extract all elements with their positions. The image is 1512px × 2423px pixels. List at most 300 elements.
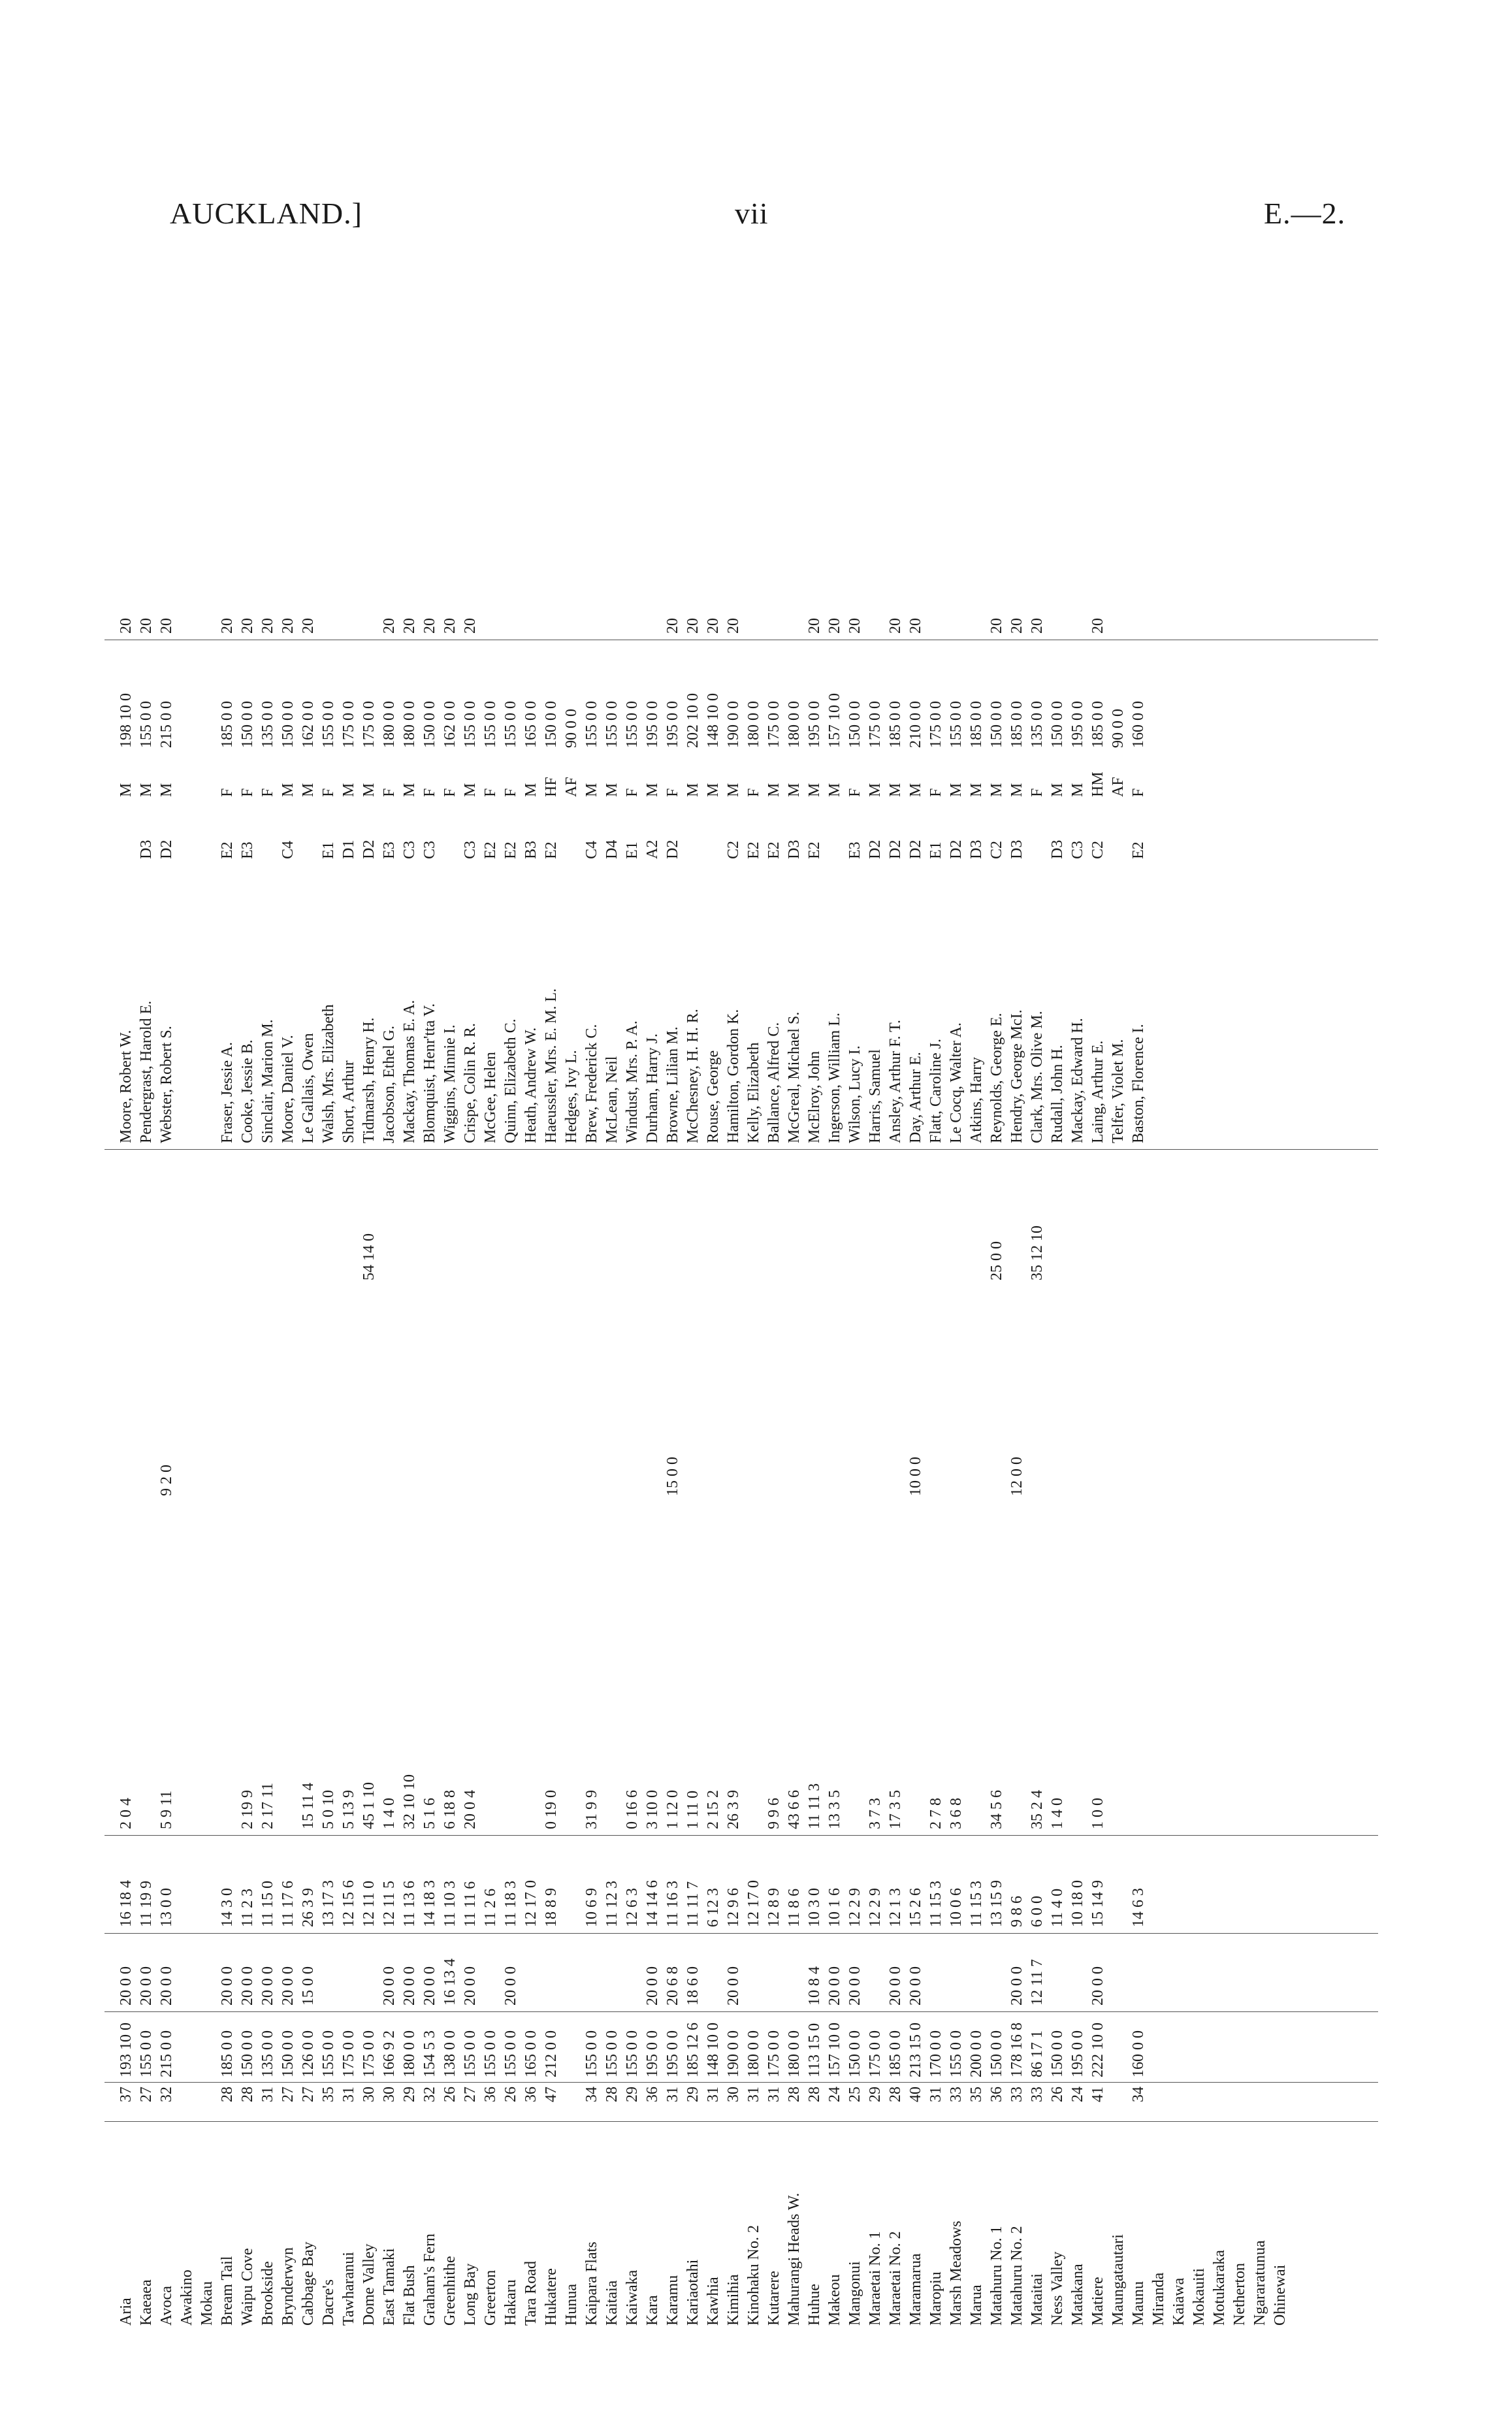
cell-sal: 193 10 0: [118, 2023, 135, 2077]
cell-school: Ohinewai: [1272, 2264, 1289, 2326]
cell-sal: 185 0 0: [219, 2030, 236, 2077]
cell-name: Quinn, Elizabeth C.: [502, 1018, 519, 1143]
cell-ch: 45 1 10: [361, 1782, 378, 1829]
cell-hr: 20 0 0: [118, 1966, 135, 2006]
cell-fb: 20: [846, 618, 863, 634]
cell-ave: 36: [644, 2087, 661, 2102]
table-row: [361, 39, 378, 2326]
cell-name: Rudall, John H.: [1049, 1045, 1066, 1143]
cell-as: 155 0 0: [603, 701, 620, 748]
cell-name: McElroy, John: [806, 1050, 823, 1143]
cell-sal: 215 0 0: [158, 2030, 175, 2077]
cell-sex: F: [421, 788, 438, 797]
cell-sal: 222 10 0: [1089, 2023, 1106, 2077]
cell-name: Crispe, Colin R. R.: [462, 1022, 479, 1143]
table-row: [340, 39, 358, 2326]
cell-sex: M: [948, 783, 965, 797]
cell-ca: 12 2 9: [846, 1888, 863, 1927]
cell-ave: 28: [806, 2087, 823, 2102]
cell-sal: 175 0 0: [765, 2030, 782, 2077]
cell-as: 175 0 0: [361, 701, 378, 748]
cell-ca: 14 18 3: [421, 1880, 438, 1927]
cell-name: Ingerson, William L.: [826, 1013, 843, 1143]
cell-sex: F: [219, 788, 236, 797]
cell-cls: D2: [887, 839, 904, 859]
cell-ave: 30: [381, 2087, 398, 2102]
cell-school: Marsh Meadows: [948, 2220, 965, 2326]
table-row: [644, 39, 662, 2326]
cell-ca: 10 0 6: [948, 1888, 965, 1927]
cell-cls: D2: [907, 839, 924, 859]
cell-ch: 2 19 9: [239, 1790, 256, 1829]
cell-hr: 20 6 8: [664, 1966, 681, 2006]
cell-school: Graham's Fern: [421, 2234, 438, 2326]
cell-oth: 35 12 10: [1029, 1226, 1046, 1280]
cell-school: Maunu: [1130, 2281, 1147, 2326]
cell-school: Ness Valley: [1049, 2251, 1066, 2326]
cell-school: Mangonui: [846, 2261, 863, 2326]
cell-ave: 35: [968, 2087, 985, 2102]
cell-sex: M: [138, 783, 155, 797]
cell-hr: 10 8 4: [806, 1966, 823, 2006]
cell-ca: 10 18 0: [1069, 1880, 1086, 1927]
cell-as: 157 10 0: [826, 693, 843, 748]
cell-cls: C2: [988, 840, 1005, 859]
cell-sal: 175 0 0: [867, 2030, 884, 2077]
cell-sex: M: [968, 783, 985, 797]
cell-sex: F: [259, 788, 276, 797]
cell-ca: 11 10 3: [442, 1880, 458, 1927]
cell-tot: 12 0 0: [1008, 1457, 1025, 1496]
cell-cls: E1: [624, 841, 641, 859]
cell-as: 202 10 0: [684, 693, 701, 748]
cell-as: 195 0 0: [1069, 701, 1086, 748]
cell-ave: 28: [603, 2087, 620, 2102]
cell-ave: 24: [1069, 2087, 1086, 2102]
table-row: [563, 39, 581, 2326]
cell-ca: 11 13 6: [401, 1880, 418, 1927]
cell-hr: 20 0 0: [846, 1966, 863, 2006]
cell-sal: 170 0 0: [927, 2030, 944, 2077]
table-row: [968, 39, 986, 2326]
cell-sex: F: [1130, 788, 1147, 797]
cell-as: 180 0 0: [401, 701, 418, 748]
cell-sal: 195 0 0: [644, 2030, 661, 2077]
cell-ave: 47: [543, 2087, 560, 2102]
cell-name: Hendry, George McI.: [1008, 1009, 1025, 1143]
cell-as: 150 0 0: [1049, 701, 1066, 748]
cell-school: Dacre's: [320, 2279, 337, 2326]
cell-as: 165 0 0: [523, 701, 539, 748]
cell-school: Kaeaea: [138, 2279, 155, 2326]
cell-ca: 11 8 6: [786, 1888, 803, 1927]
cell-name: Kelly, Elizabeth: [745, 1042, 762, 1143]
cell-school: Kariaotahi: [684, 2259, 701, 2326]
cell-cls: E3: [239, 841, 256, 859]
cell-sal: 155 0 0: [502, 2030, 519, 2077]
cell-sal: 113 15 0: [806, 2023, 823, 2077]
cell-sal: 178 16 8: [1008, 2023, 1025, 2077]
table-row: [907, 39, 925, 2326]
cell-sex: M: [988, 783, 1005, 797]
table-row: [1029, 39, 1046, 2326]
table-row: [219, 39, 236, 2326]
cell-fb: 20: [259, 618, 276, 634]
cell-sex: AF: [1110, 777, 1127, 797]
cell-as: 195 0 0: [644, 701, 661, 748]
cell-as: 185 0 0: [968, 701, 985, 748]
cell-as: 180 0 0: [381, 701, 398, 748]
cell-ch: 11 11 3: [806, 1783, 823, 1829]
cell-sal: 155 0 0: [138, 2030, 155, 2077]
cell-cls: D3: [1008, 839, 1025, 859]
cell-cls: C3: [462, 840, 479, 859]
cell-cls: C3: [1069, 840, 1086, 859]
cell-as: 155 0 0: [462, 701, 479, 748]
cell-fb: 20: [705, 618, 722, 634]
cell-school: Brookside: [259, 2261, 276, 2326]
cell-sal: 180 0 0: [745, 2030, 762, 2077]
cell-name: McGee, Helen: [482, 1052, 499, 1143]
cell-ave: 28: [239, 2087, 256, 2102]
cell-ch: 13 3 5: [826, 1790, 843, 1829]
cell-name: Hedges, Ivy L.: [563, 1050, 580, 1143]
cell-sex: M: [1049, 783, 1066, 797]
table-row: [927, 39, 945, 2326]
cell-hr: 20 0 0: [1089, 1966, 1106, 2006]
cell-fb: 20: [1008, 618, 1025, 634]
cell-ave: 31: [259, 2087, 276, 2102]
cell-cls: D3: [138, 839, 155, 859]
cell-cls: D2: [158, 839, 175, 859]
cell-as: 90 0 0: [1110, 709, 1127, 748]
cell-school: Maungatautari: [1110, 2234, 1127, 2326]
cell-fb: 20: [401, 618, 418, 634]
cell-hr: 20 0 0: [259, 1966, 276, 2006]
cell-name: Brew, Frederick C.: [583, 1024, 600, 1143]
cell-sal: 185 0 0: [887, 2030, 904, 2077]
cell-ave: 24: [826, 2087, 843, 2102]
cell-school: Maropiu: [927, 2271, 944, 2326]
cell-sex: M: [1008, 783, 1025, 797]
cell-sal: 160 0 0: [1130, 2030, 1147, 2077]
cell-sal: 150 0 0: [1049, 2030, 1066, 2077]
cell-hr: 20 0 0: [381, 1966, 398, 2006]
cell-sex: M: [887, 783, 904, 797]
cell-school: Tara Road: [523, 2261, 539, 2326]
cell-ca: 15 14 9: [1089, 1880, 1106, 1927]
cell-ch: 2 0 4: [118, 1798, 135, 1829]
cell-fb: 20: [988, 618, 1005, 634]
cell-fb: 20: [442, 618, 458, 634]
cell-cls: C4: [280, 840, 297, 859]
cell-school: Greerton: [482, 2269, 499, 2326]
cell-school: Aria: [118, 2298, 135, 2326]
cell-school: Matiere: [1089, 2277, 1106, 2326]
cell-hr: 20 0 0: [462, 1966, 479, 2006]
cell-ca: 11 15 3: [927, 1880, 944, 1927]
cell-hr: 20 0 0: [502, 1966, 519, 2006]
cell-hr: 20 0 0: [907, 1966, 924, 2006]
cell-school: Hukatere: [543, 2268, 560, 2326]
cell-cls: C4: [583, 840, 600, 859]
cell-ca: 14 14 6: [644, 1880, 661, 1927]
cell-name: Harris, Samuel: [867, 1049, 884, 1143]
cell-fb: 20: [462, 618, 479, 634]
cell-ch: 15 11 4: [300, 1782, 317, 1829]
cell-cls: D3: [968, 839, 985, 859]
cell-name: Fraser, Jessie A.: [219, 1041, 236, 1143]
cell-as: 155 0 0: [138, 701, 155, 748]
cell-hr: 15 0 0: [300, 1966, 317, 2006]
cell-sex: F: [239, 788, 256, 797]
table-row: [1110, 39, 1127, 2326]
table-row: [178, 39, 196, 2326]
cell-cls: D4: [603, 839, 620, 859]
table-row: [462, 39, 479, 2326]
cell-school: Kinohaku No. 2: [745, 2225, 762, 2326]
cell-as: 185 0 0: [1008, 701, 1025, 748]
cell-as: 155 0 0: [948, 701, 965, 748]
cell-school: Kaiawa: [1170, 2277, 1187, 2326]
table-row: [705, 39, 722, 2326]
cell-cls: D2: [361, 839, 378, 859]
cell-sal: 155 0 0: [462, 2030, 479, 2077]
cell-name: Rouse, George: [705, 1050, 722, 1143]
cell-name: Webster, Robert S.: [158, 1026, 175, 1143]
cell-cls: E2: [219, 841, 236, 859]
cell-sex: F: [664, 788, 681, 797]
cell-ave: 31: [705, 2087, 722, 2102]
table-row: [118, 39, 135, 2326]
cell-sal: 180 0 0: [786, 2030, 803, 2077]
cell-as: 155 0 0: [624, 701, 641, 748]
page-header-region: AUCKLAND.]: [170, 197, 362, 230]
cell-sal: 200 0 0: [968, 2030, 985, 2077]
cell-ave: 29: [684, 2087, 701, 2102]
cell-school: Netherton: [1231, 2263, 1248, 2326]
cell-as: 185 0 0: [1089, 701, 1106, 748]
cell-sex: M: [462, 783, 479, 797]
cell-name: Laing, Arthur E.: [1089, 1040, 1106, 1143]
cell-as: 210 0 0: [907, 701, 924, 748]
cell-cls: D2: [867, 839, 884, 859]
cell-sex: M: [300, 783, 317, 797]
cell-as: 175 0 0: [867, 701, 884, 748]
cell-as: 155 0 0: [583, 701, 600, 748]
cell-school: Maramarua: [907, 2253, 924, 2326]
cell-school: Mataitai: [1029, 2273, 1046, 2326]
table-row: [1251, 39, 1269, 2326]
table-row: [1211, 39, 1229, 2326]
cell-name: Hamilton, Gordon K.: [725, 1009, 742, 1143]
cell-ca: 11 2 3: [239, 1888, 256, 1927]
table-row: [320, 39, 338, 2326]
cell-school: Mahurangi Heads W.: [786, 2192, 803, 2326]
cell-as: 175 0 0: [765, 701, 782, 748]
cell-sex: M: [401, 783, 418, 797]
cell-fb: 20: [826, 618, 843, 634]
table-row: [603, 39, 621, 2326]
cell-school: Karamu: [664, 2275, 681, 2326]
cell-name: Haeussler, Mrs. E. M. L.: [543, 988, 560, 1143]
cell-fb: 20: [300, 618, 317, 634]
cell-hr: 20 0 0: [158, 1966, 175, 2006]
cell-ave: 33: [1029, 2087, 1046, 2102]
cell-tot: 15 0 0: [664, 1457, 681, 1496]
cell-ave: 36: [482, 2087, 499, 2102]
cell-hr: 20 0 0: [401, 1966, 418, 2006]
cell-sal: 190 0 0: [725, 2030, 742, 2077]
cell-ave: 26: [1049, 2087, 1066, 2102]
cell-sal: 185 12 6: [684, 2023, 701, 2077]
table-row: [765, 39, 783, 2326]
cell-as: 190 0 0: [725, 701, 742, 748]
cell-cls: E2: [1130, 841, 1147, 859]
table-row: [684, 39, 702, 2326]
cell-ch: 3 6 8: [948, 1798, 965, 1829]
cell-fb: 20: [158, 618, 175, 634]
cell-as: 215 0 0: [158, 701, 175, 748]
cell-ca: 13 15 9: [988, 1880, 1005, 1927]
cell-fb: 20: [1029, 618, 1046, 634]
cell-name: Blomquist, Henr'tta V.: [421, 1003, 438, 1143]
cell-name: Flatt, Caroline J.: [927, 1039, 944, 1143]
cell-ca: 11 19 9: [138, 1880, 155, 1927]
cell-ca: 11 4 0: [1049, 1888, 1066, 1927]
table-row: [421, 39, 439, 2326]
cell-school: Bream Tail: [219, 2256, 236, 2326]
cell-oth: 25 0 0: [988, 1241, 1005, 1280]
cell-as: 155 0 0: [502, 701, 519, 748]
cell-fb: 20: [684, 618, 701, 634]
cell-ch: 1 11 0: [684, 1790, 701, 1829]
table-row: [138, 39, 155, 2326]
cell-fb: 20: [664, 618, 681, 634]
cell-ave: 27: [300, 2087, 317, 2102]
cell-ave: 28: [887, 2087, 904, 2102]
table-row: [300, 39, 317, 2326]
cell-sal: 155 0 0: [603, 2030, 620, 2077]
cell-ca: 12 9 6: [725, 1888, 742, 1927]
cell-sex: M: [867, 783, 884, 797]
cell-cls: C2: [725, 840, 742, 859]
cell-ave: 25: [846, 2087, 863, 2102]
cell-cls: E2: [765, 841, 782, 859]
cell-sal: 157 10 0: [826, 2023, 843, 2077]
cell-sex: F: [1029, 788, 1046, 797]
cell-sal: 150 0 0: [846, 2030, 863, 2077]
table-row: [1272, 39, 1289, 2326]
cell-ch: 5 9 11: [158, 1790, 175, 1829]
cell-sal: 155 0 0: [948, 2030, 965, 2077]
cell-name: Ansley, Arthur F. T.: [887, 1020, 904, 1143]
cell-ca: 10 6 9: [583, 1888, 600, 1927]
cell-ave: 36: [988, 2087, 1005, 2102]
cell-school: Kaiwaka: [624, 2269, 641, 2326]
cell-tot: 9 2 0: [158, 1465, 175, 1496]
cell-sal: 126 0 0: [300, 2030, 317, 2077]
cell-name: Mackay, Thomas E. A.: [401, 1000, 418, 1143]
page-number: vii: [735, 197, 769, 230]
table-row: [664, 39, 682, 2326]
cell-ca: 12 11 5: [381, 1880, 398, 1927]
cell-sal: 150 0 0: [988, 2030, 1005, 2077]
cell-ca: 10 1 6: [826, 1888, 843, 1927]
cell-ca: 12 17 0: [523, 1880, 539, 1927]
cell-cls: E3: [381, 841, 398, 859]
cell-as: 180 0 0: [745, 701, 762, 748]
cell-school: Brynderwyn: [280, 2247, 297, 2326]
table-row: [1191, 39, 1208, 2326]
cell-ave: 40: [907, 2087, 924, 2102]
report-code: E.—2.: [1264, 197, 1346, 230]
cell-cls: E1: [320, 841, 337, 859]
cell-ave: 31: [765, 2087, 782, 2102]
cell-as: 175 0 0: [927, 701, 944, 748]
table-row: [1231, 39, 1249, 2326]
cell-sal: 175 0 0: [361, 2030, 378, 2077]
table-row: [523, 39, 540, 2326]
table-row: [239, 39, 257, 2326]
cell-sal: 135 0 0: [259, 2030, 276, 2077]
cell-ca: 11 18 3: [502, 1880, 519, 1927]
cell-name: Pendergrast, Harold E.: [138, 1000, 155, 1143]
cell-ch: 1 4 0: [381, 1798, 398, 1829]
cell-school: Avoca: [158, 2286, 175, 2326]
cell-name: Mackay, Edward H.: [1069, 1018, 1086, 1143]
cell-sal: 155 0 0: [583, 2030, 600, 2077]
cell-ave: 28: [786, 2087, 803, 2102]
cell-hr: 20 0 0: [219, 1966, 236, 2006]
cell-ca: 12 1 3: [887, 1888, 904, 1927]
cell-sex: F: [320, 788, 337, 797]
cell-ch: 2 15 2: [705, 1790, 722, 1829]
cell-name: Telfer, Violet M.: [1110, 1039, 1127, 1143]
cell-ch: 9 9 6: [765, 1798, 782, 1829]
cell-ca: 12 6 3: [624, 1888, 641, 1927]
cell-school: Ngararatunua: [1251, 2240, 1268, 2326]
cell-cls: D2: [664, 839, 681, 859]
cell-name: Tidmarsh, Henry H.: [361, 1017, 378, 1143]
cell-ca: 18 8 9: [543, 1888, 560, 1927]
table-row: [846, 39, 864, 2326]
cell-sex: F: [846, 788, 863, 797]
cell-fb: 20: [381, 618, 398, 634]
table-row: [199, 39, 216, 2326]
cell-as: 148 10 0: [705, 693, 722, 748]
cell-ch: 31 9 9: [583, 1790, 600, 1829]
cell-cls: E2: [502, 841, 519, 859]
cell-fb: 20: [118, 618, 135, 634]
cell-school: Motukaraka: [1211, 2250, 1228, 2326]
cell-ave: 33: [948, 2087, 965, 2102]
cell-sex: M: [280, 783, 297, 797]
cell-school: Greenhithe: [442, 2256, 458, 2326]
cell-name: Jacobson, Ethel G.: [381, 1026, 398, 1143]
cell-school: Waipu Cove: [239, 2248, 256, 2326]
cell-school: Marua: [968, 2285, 985, 2326]
cell-name: McLean, Neil: [603, 1056, 620, 1143]
cell-sex: M: [644, 783, 661, 797]
cell-ca: 12 17 0: [745, 1880, 762, 1927]
cell-ca: 14 3 0: [219, 1888, 236, 1927]
cell-sal: 86 17 1: [1029, 2030, 1046, 2077]
cell-sex: M: [340, 783, 357, 797]
cell-sex: AF: [563, 777, 580, 797]
cell-ch: 20 0 4: [462, 1790, 479, 1829]
cell-ave: 29: [867, 2087, 884, 2102]
